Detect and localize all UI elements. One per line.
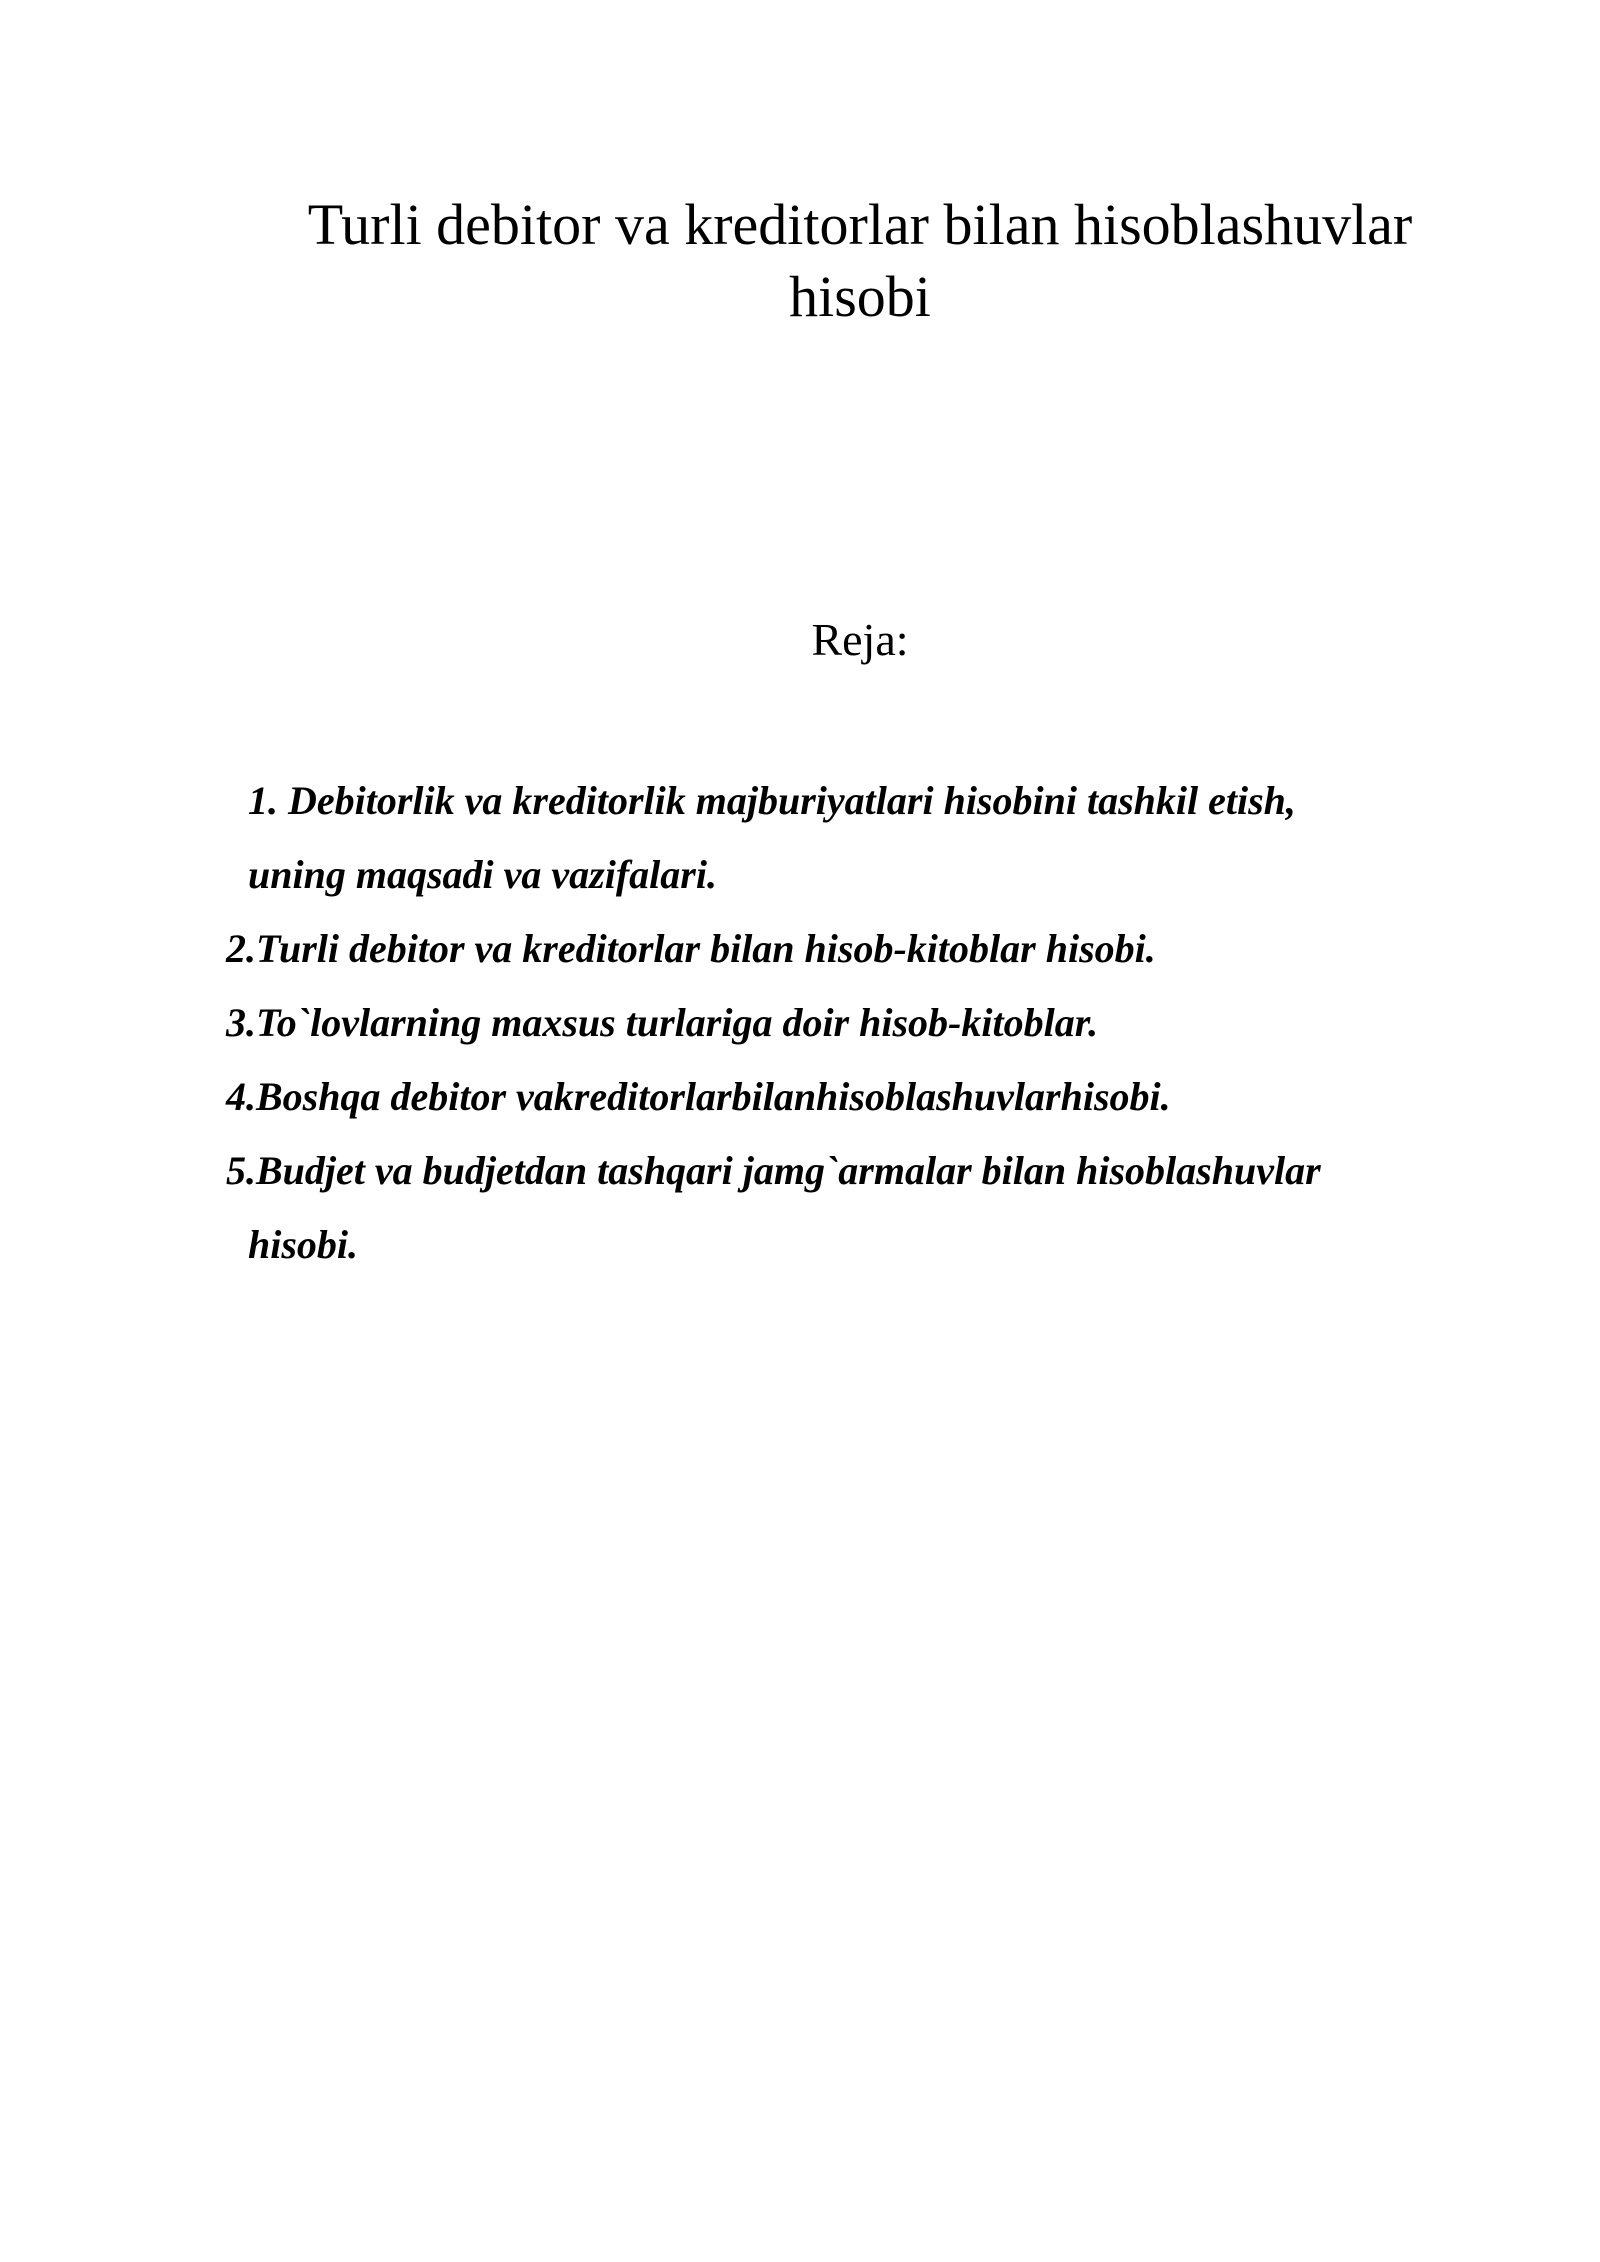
plan-item-1-line-1: 1. Debitorlik va kreditorlik majburiyatlari hisobini tashkil etish, xyxy=(248,778,1296,823)
title-line-1: Turli debitor va kreditorlar bilan hisoblashuvlar xyxy=(307,191,1413,257)
plan-heading: Reja: xyxy=(811,614,909,665)
title-line-2: hisobi xyxy=(789,263,931,329)
plan-item-5-line-2: hisobi. xyxy=(248,1222,359,1267)
plan-item-1-line-2: uning maqsadi va vazifalari. xyxy=(248,852,717,897)
document-title xyxy=(280,189,1440,333)
plan-item-2: 2.Turli debitor va kreditorlar bilan hisob-kitoblar hisobi. xyxy=(226,926,1156,971)
plan-list xyxy=(226,764,1426,1282)
plan-item-3: 3.To`lovlarning maxsus turlariga doir hisob-kitoblar. xyxy=(226,1000,1099,1045)
plan-item-4: 4.Boshqa debitor vakreditorlarbilanhisoblashuvlarhisobi. xyxy=(226,1074,1171,1119)
plan-item-5-line-1: 5.Budjet va budjetdan tashqari jamg`armalar bilan hisoblashuvlar xyxy=(226,1148,1321,1193)
